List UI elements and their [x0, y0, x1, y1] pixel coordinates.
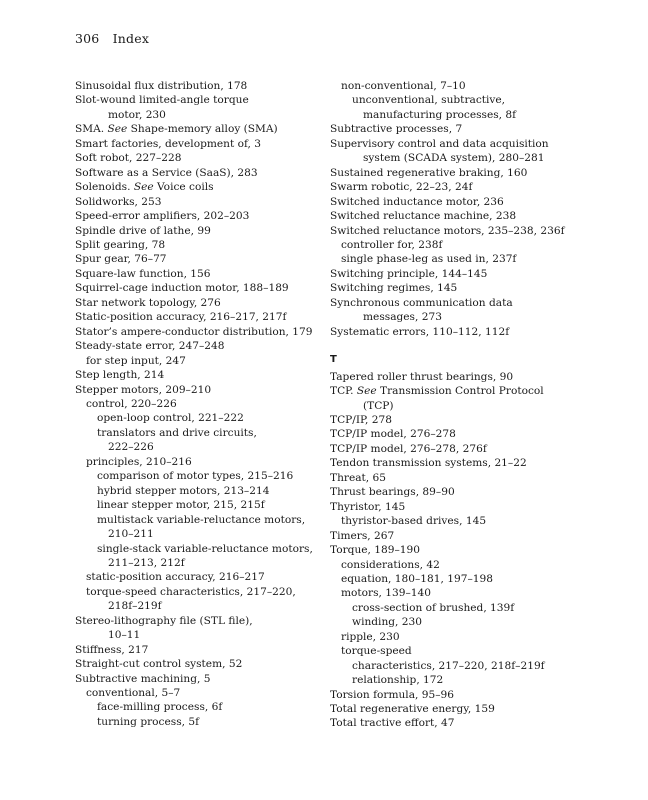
index-entry: Thyristor, 145 [330, 500, 406, 513]
index-entry-target: Transmission Control Protocol [376, 385, 544, 398]
see-reference: See [356, 385, 377, 398]
index-entry: principles, 210–216 [86, 455, 192, 468]
index-entry: multistack variable-reluctance motors, [97, 513, 306, 526]
index-entry: Spur gear, 76–77 [75, 253, 167, 266]
index-entry-term: TCP. [330, 385, 357, 398]
index-entry: ripple, 230 [341, 630, 400, 643]
index-entry: conventional, 5–7 [86, 687, 181, 700]
index-entry: Slot-wound limited-angle torque [75, 94, 249, 107]
index-entry: 218f–219f [108, 600, 162, 613]
index-entry: for step input, 247 [86, 354, 186, 367]
index-entry: Total regenerative energy, 159 [330, 703, 495, 716]
index-entry: Steady-state error, 247–248 [75, 340, 225, 353]
index-entry: Tendon transmission systems, 21–22 [330, 457, 527, 470]
index-entry: considerations, 42 [341, 558, 440, 571]
index-entry: Star network topology, 276 [75, 296, 221, 309]
index-entry: motors, 139–140 [341, 587, 432, 600]
index-entry: single-stack variable-reluctance motors, [97, 542, 313, 555]
index-entry: Torsion formula, 95–96 [330, 688, 455, 701]
index-entry: Torque, 189–190 [330, 544, 421, 557]
index-section-letter: T [330, 354, 337, 366]
index-entry: unconventional, subtractive, [352, 94, 506, 107]
index-entry: system (SCADA system), 280–281 [363, 152, 545, 165]
page-number: 306 [75, 31, 100, 46]
index-entry: manufacturing processes, 8f [363, 108, 517, 121]
index-entry: motor, 230 [108, 108, 166, 121]
index-entry: Switched reluctance motors, 235–238, 236f [330, 224, 565, 237]
index-column-right [330, 79, 600, 731]
index-entry: Square-law function, 156 [75, 267, 211, 280]
index-entry: Soft robot, 227–228 [75, 152, 182, 165]
index-entry: turning process, 5f [97, 715, 200, 728]
index-entry: Squirrel-cage induction motor, 188–189 [75, 282, 289, 295]
index-entry: characteristics, 217–220, 218f–219f [352, 659, 545, 672]
index-entry [75, 122, 333, 136]
index-entry: Spindle drive of lathe, 99 [75, 224, 211, 237]
index-entry: Threat, 65 [330, 471, 387, 484]
index-entry: Step length, 214 [75, 369, 165, 382]
index-entry: Switched reluctance machine, 238 [330, 210, 517, 223]
index-entry: torque-speed [341, 645, 412, 658]
index-entry: winding, 230 [352, 616, 423, 629]
running-head: Index [112, 31, 150, 46]
page-header [75, 31, 149, 46]
see-reference: See [107, 123, 128, 136]
index-entry: 222–226 [108, 441, 154, 454]
index-entry: controller for, 238f [341, 238, 443, 251]
index-entry: Stereo-lithography file (STL file), [75, 614, 253, 627]
index-entry: Timers, 267 [330, 529, 395, 542]
index-entry [75, 180, 333, 194]
index-entry-target: Shape-memory alloy (SMA) [127, 123, 278, 136]
index-entry: TCP/IP model, 276–278 [330, 428, 456, 441]
index-entry: Smart factories, development of, 3 [75, 137, 262, 150]
index-entry: Stepper motors, 209–210 [75, 383, 212, 396]
index-entry: Systematic errors, 110–112, 112f [330, 325, 510, 338]
index-entry: Stiffness, 217 [75, 643, 149, 656]
index-entry: TCP/IP, 278 [330, 413, 392, 426]
index-entry: Switching regimes, 145 [330, 282, 458, 295]
index-entry: equation, 180–181, 197–198 [341, 572, 493, 585]
index-entry: face-milling process, 6f [97, 701, 223, 714]
index-entry: 210–211 [108, 528, 154, 541]
index-entry: Subtractive machining, 5 [75, 672, 211, 685]
index-entry: control, 220–226 [86, 397, 177, 410]
index-entry: Tapered roller thrust bearings, 90 [330, 370, 514, 383]
index-entry-term: Solenoids. [75, 181, 134, 194]
index-entry: Static-position accuracy, 216–217, 217f [75, 311, 287, 324]
index-entry: (TCP) [363, 399, 394, 412]
index-entry: static-position accuracy, 216–217 [86, 571, 265, 584]
index-entry: Synchronous communication data [330, 296, 513, 309]
index-entry: messages, 273 [363, 311, 442, 324]
index-entry: relationship, 172 [352, 674, 444, 687]
index-entry: Thrust bearings, 89–90 [330, 486, 455, 499]
index-entry: linear stepper motor, 215, 215f [97, 499, 265, 512]
index-entry: Speed-error amplifiers, 202–203 [75, 210, 250, 223]
index-entry: Sustained regenerative braking, 160 [330, 166, 528, 179]
see-reference: See [133, 181, 154, 194]
index-entry: single phase-leg as used in, 237f [341, 253, 517, 266]
index-entry: 211–213, 212f [108, 556, 185, 569]
index-entry: Stator’s ampere-conductor distribution, 179 [75, 325, 313, 338]
index-entry: Total tractive effort, 47 [330, 717, 455, 730]
index-entry: Sinusoidal flux distribution, 178 [75, 80, 248, 92]
index-entry: Subtractive processes, 7 [330, 123, 463, 136]
index-entry [330, 384, 600, 398]
index-entry: 10–11 [108, 629, 141, 642]
index-entry-target: Voice coils [153, 181, 214, 194]
index-entry: Switched inductance motor, 236 [330, 195, 504, 208]
index-entry: comparison of motor types, 215–216 [97, 470, 294, 483]
index-entry: Software as a Service (SaaS), 283 [75, 166, 258, 179]
index-entry: open-loop control, 221–222 [97, 412, 244, 425]
index-entry: thyristor-based drives, 145 [341, 515, 487, 528]
index-entry: torque-speed characteristics, 217–220, [86, 585, 296, 598]
index-entry: Swarm robotic, 22–23, 24f [330, 181, 473, 194]
index-entry: Straight-cut control system, 52 [75, 658, 243, 671]
index-entry: Solidworks, 253 [75, 195, 162, 208]
index-column-left [75, 79, 333, 729]
index-entry: non-conventional, 7–10 [341, 80, 466, 92]
index-entry: Split gearing, 78 [75, 238, 166, 251]
index-entry: cross-section of brushed, 139f [352, 601, 515, 614]
index-entry: hybrid stepper motors, 213–214 [97, 484, 270, 497]
index-entry: Switching principle, 144–145 [330, 267, 488, 280]
index-entry-term: SMA. [75, 123, 108, 136]
index-entry: TCP/IP model, 276–278, 276f [330, 442, 487, 455]
index-entry: Supervisory control and data acquisition [330, 137, 549, 150]
index-entry: translators and drive circuits, [97, 426, 257, 439]
